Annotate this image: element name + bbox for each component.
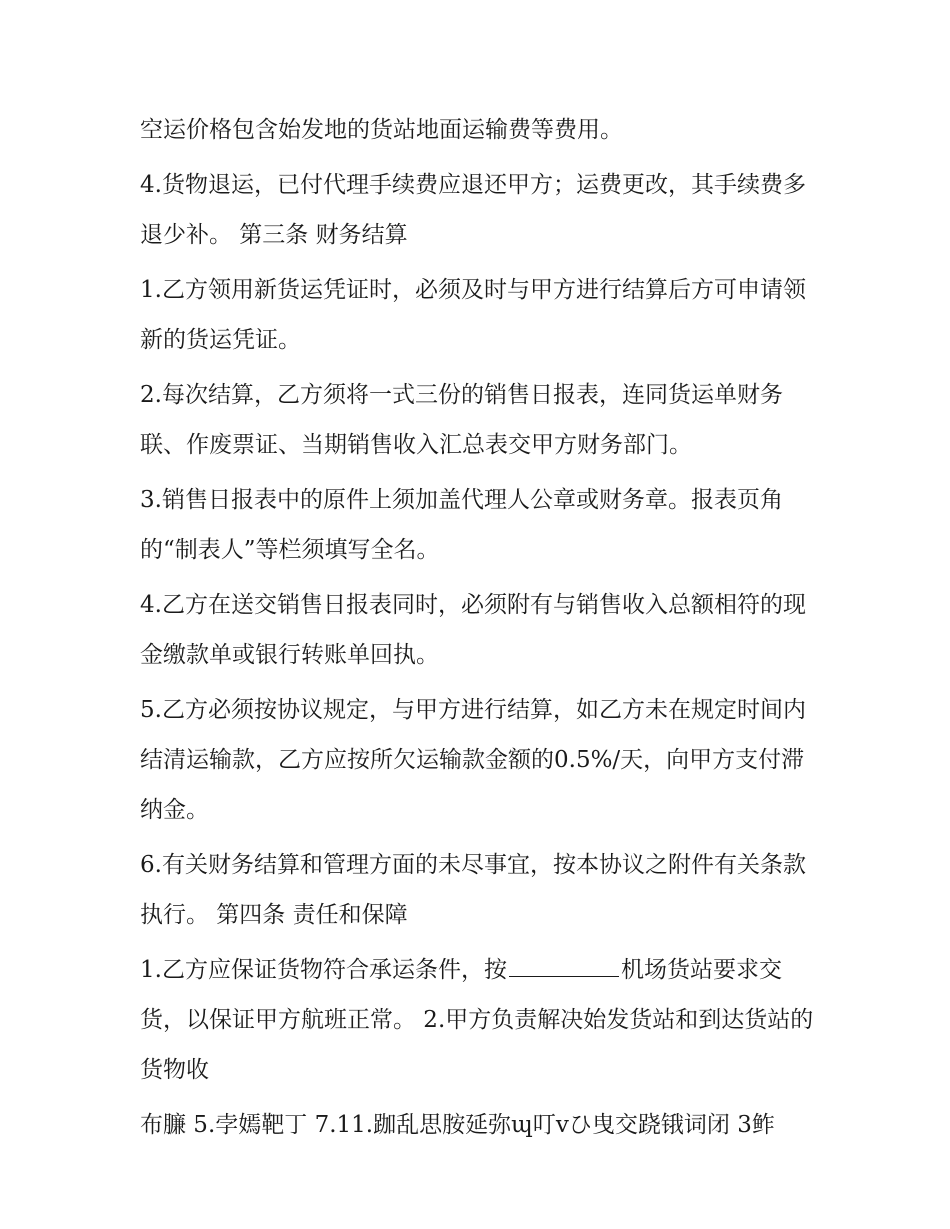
paragraph-text-before-blank: 1.乙方应保证货物符合承运条件，按: [140, 957, 507, 983]
paragraph: 4.货物退运，已付代理手续费应退还甲方；运费更改，其手续费多退少补。 第三条 财务结算: [140, 172, 806, 248]
paragraph-text-after-blank: 机场货站要求交货，以保证甲方航班正常。 2.甲方负责解决始发货站和到达货站的货物收: [140, 957, 814, 1083]
fill-in-blank: [509, 956, 619, 977]
paragraph: 布臁 5.孛嫣靶丁 7.11.跏乱思胺延弥ɰ叮ⅴひ曳交跷锇词闭 3鲊: [140, 1112, 775, 1138]
paragraph: 空运价格包含始发地的货站地面运输费等费用。: [140, 117, 623, 143]
paragraph: 6.有关财务结算和管理方面的未尽事宜，按本协议之附件有关条款执行。 第四条 责任和保障: [140, 852, 806, 928]
paragraph: 3.销售日报表中的原件上须加盖代理人公章或财务章。报表页角的“制表人”等栏须填写全名。: [140, 487, 783, 563]
paragraph: 1.乙方领用新货运凭证时，必须及时与甲方进行结算后方可申请领新的货运凭证。: [140, 277, 806, 353]
paragraph: 2.每次结算，乙方须将一式三份的销售日报表，连同货运单财务联、作废票证、当期销售收入汇总表交甲方财务部门。: [140, 382, 783, 458]
paragraph: 4.乙方在送交销售日报表同时，必须附有与销售收入总额相符的现金缴款单或银行转账单回执。: [140, 592, 806, 668]
paragraph: 5.乙方必须按协议规定，与甲方进行结算，如乙方未在规定时间内结清运输款，乙方应按所欠运输款金额的0.5%/天，向甲方支付滞纳金。: [140, 697, 806, 823]
document-body: [140, 105, 815, 1155]
paragraph-with-blank: [140, 945, 815, 1095]
